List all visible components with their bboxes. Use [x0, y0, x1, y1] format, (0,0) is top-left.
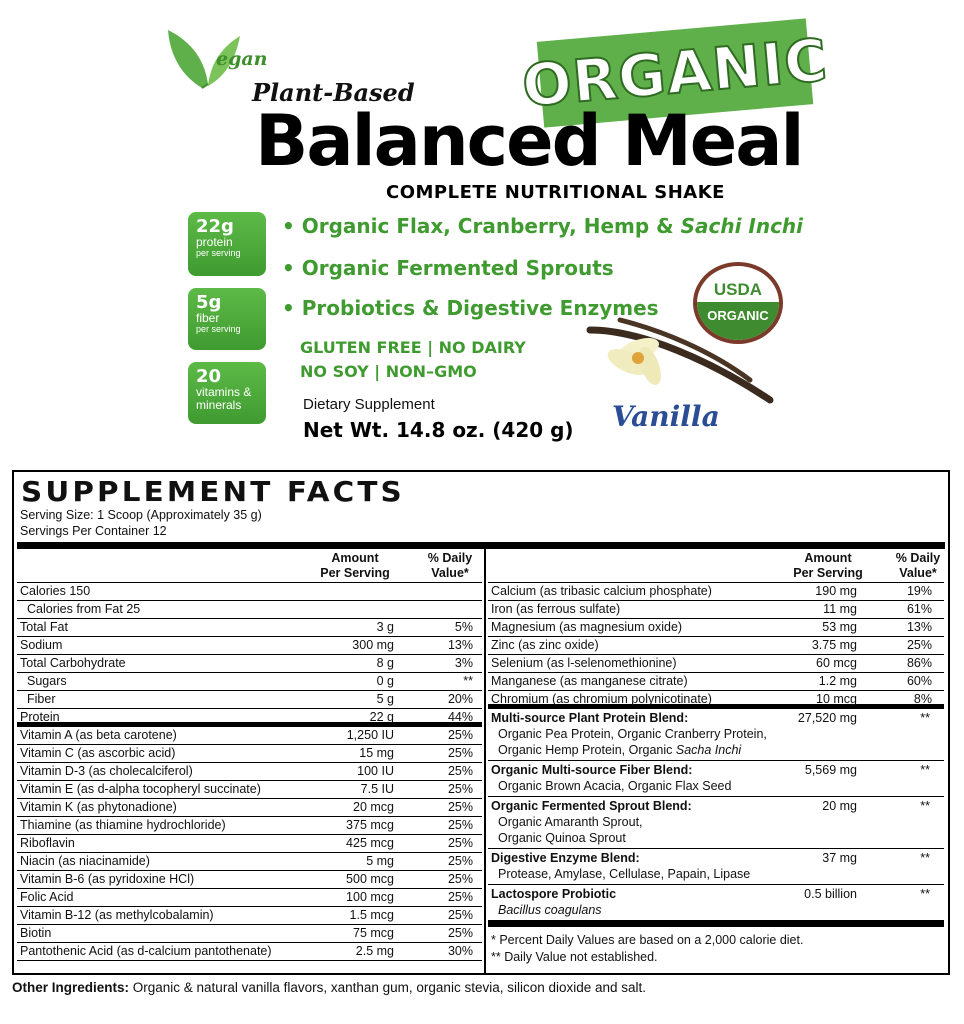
- nutrient-row: [17, 763, 482, 781]
- product-name: Balanced Meal: [255, 100, 803, 182]
- protein-badge: [188, 212, 266, 276]
- fiber-badge: [188, 288, 266, 350]
- nutrient-row: [488, 655, 944, 673]
- badge-sublabel: minerals: [196, 397, 242, 412]
- daily-value-header: % Daily Value*: [427, 551, 473, 580]
- nutrient-name: Vitamin E (as d-alpha tocopheryl succinate): [20, 782, 261, 796]
- other-ingredients-label: Other Ingredients:: [12, 980, 130, 995]
- feature-text: • Organic Fermented Sprouts: [282, 256, 614, 280]
- nutrient-daily-value: 25%: [906, 638, 932, 652]
- nutrient-amount: 11 mg: [823, 602, 857, 616]
- nutrient-row: [17, 817, 482, 835]
- blend-ingredients: [488, 726, 944, 742]
- nutrient-row: [17, 691, 482, 709]
- nutrient-daily-value: 8%: [913, 692, 932, 706]
- nutrient-amount: 1.5 mcg: [349, 908, 394, 922]
- blend-row: [488, 709, 944, 761]
- blend-daily-value: **: [920, 887, 930, 901]
- nutrient-row: [488, 601, 944, 619]
- nutrient-amount: 425 mcg: [346, 836, 394, 850]
- nutrient-amount: 100 mcg: [346, 890, 394, 904]
- nutrient-name: Folic Acid: [20, 890, 74, 904]
- nutrient-daily-value: 20%: [447, 692, 473, 706]
- nutrient-daily-value: 25%: [447, 926, 473, 940]
- nutrient-name: Zinc (as zinc oxide): [491, 638, 599, 652]
- nutrient-name: Riboflavin: [20, 836, 75, 850]
- supplement-facts-panel: [12, 470, 950, 975]
- nutrient-name: Vitamin D-3 (as cholecalciferol): [20, 764, 193, 778]
- nutrient-amount: 1,250 IU: [346, 728, 394, 742]
- nutrient-amount: 190 mg: [815, 584, 857, 598]
- left-rows: [17, 583, 482, 961]
- blend-ingredient-text: Organic Hemp Protein, Organic: [498, 743, 676, 757]
- blend-daily-value: **: [920, 799, 930, 813]
- nutrient-daily-value: 25%: [447, 800, 473, 814]
- facts-bottom-divider: [488, 921, 944, 927]
- nutrient-daily-value: 25%: [447, 872, 473, 886]
- nutrient-name: Manganese (as manganese citrate): [491, 674, 688, 688]
- serving-size: Serving Size: 1 Scoop (Approximately 35 g): [20, 508, 262, 522]
- daily-value-header: % Daily Value*: [895, 551, 941, 580]
- nutrient-amount: 0 g: [376, 674, 394, 688]
- nutrient-name: Vitamin C (as ascorbic acid): [20, 746, 176, 760]
- product-subtitle: COMPLETE NUTRITIONAL SHAKE: [386, 182, 725, 203]
- nutrient-amount: 53 mg: [822, 620, 857, 634]
- badge-sublabel: per serving: [196, 323, 241, 334]
- blend-row: [488, 761, 944, 797]
- right-rows: [488, 583, 944, 709]
- nutrient-row: [17, 583, 482, 601]
- nutrient-amount: 10 mcg: [816, 692, 857, 706]
- nutrient-row: [17, 601, 482, 619]
- servings-per-container: Servings Per Container 12: [20, 524, 167, 538]
- nutrient-name: Chromium (as chromium polynicotinate): [491, 692, 712, 706]
- nutrient-row: [17, 727, 482, 745]
- feature-bullet: [282, 214, 803, 238]
- nutrient-row: [488, 583, 944, 601]
- vitamins-badge: [188, 362, 266, 424]
- blend-daily-value: **: [920, 711, 930, 725]
- feature-bullet: [282, 256, 614, 280]
- blend-ingredient-text: Organic Pea Protein, Organic Cranberry Protein,: [498, 727, 767, 741]
- nutrient-amount: 20 mcg: [353, 800, 394, 814]
- nutrient-name: Calcium (as tribasic calcium phosphate): [491, 584, 712, 598]
- nutrient-daily-value: 13%: [447, 638, 473, 652]
- blend-ingredient-text: Organic Quinoa Sprout: [498, 831, 626, 845]
- other-ingredients: [12, 980, 646, 995]
- flavor-name: Vanilla: [612, 400, 720, 433]
- blend-ingredients: [488, 902, 944, 918]
- nutrient-amount: 375 mcg: [346, 818, 394, 832]
- blend-amount: 0.5 billion: [804, 887, 857, 901]
- nutrient-amount: 22 g: [369, 710, 394, 724]
- blend-ingredient-text: Protease, Amylase, Cellulase, Papain, Lipase: [498, 867, 751, 881]
- nutrient-row: [17, 619, 482, 637]
- usda-seal-top: USDA: [713, 280, 763, 299]
- nutrient-amount: 3.75 mg: [811, 638, 857, 652]
- nutrient-name: Magnesium (as magnesium oxide): [491, 620, 683, 634]
- nutrient-name: Niacin (as niacinamide): [20, 854, 150, 868]
- blend-daily-value: **: [920, 763, 930, 777]
- blend-row: [488, 885, 944, 921]
- nutrient-name: Calories from Fat 25: [27, 602, 141, 616]
- nutrient-daily-value: 25%: [447, 782, 473, 796]
- nutrient-daily-value: 25%: [447, 764, 473, 778]
- nutrient-name: Selenium (as l-selenomethionine): [491, 656, 677, 670]
- blend-row: [488, 797, 944, 849]
- organic-stamp-text: ORGANIC: [519, 25, 831, 121]
- nutrient-daily-value: **: [463, 674, 473, 688]
- nutrient-amount: 75 mcg: [353, 926, 394, 940]
- nutrient-name: Thiamine (as thiamine hydrochloride): [20, 818, 226, 832]
- blends: [488, 709, 944, 921]
- nutrient-name: Total Fat: [20, 620, 68, 634]
- nutrient-name: Pantothenic Acid (as d-calcium pantothenate): [20, 944, 272, 958]
- nutrient-name: Fiber: [27, 692, 56, 706]
- nutrient-amount: 500 mcg: [346, 872, 394, 886]
- amount-header: Amount Per Serving: [320, 551, 390, 580]
- nutrient-row: [488, 619, 944, 637]
- nutrient-daily-value: 25%: [447, 836, 473, 850]
- feature-text: • Probiotics & Digestive Enzymes: [282, 296, 659, 320]
- nutrient-name: Vitamin A (as beta carotene): [20, 728, 177, 742]
- nutrient-name: Vitamin B-6 (as pyridoxine HCl): [20, 872, 195, 886]
- nutrient-amount: 5 mg: [366, 854, 394, 868]
- nutrient-amount: 5 g: [376, 692, 394, 706]
- nutrient-name: Vitamin K (as phytonadione): [20, 800, 177, 814]
- nutrient-amount: 15 mg: [359, 746, 394, 760]
- plant-based-text: Plant-Based: [252, 78, 415, 107]
- nutrient-daily-value: 30%: [447, 944, 473, 958]
- blend-ingredients: [488, 814, 944, 830]
- blend-amount: 20 mg: [822, 799, 857, 813]
- dietary-supplement-text: Dietary Supplement: [303, 396, 435, 413]
- nutrient-row: [17, 655, 482, 673]
- usda-organic-seal: [693, 262, 783, 344]
- nutrient-daily-value: 19%: [906, 584, 932, 598]
- nutrient-daily-value: 5%: [454, 620, 473, 634]
- nutrient-name: Vitamin B-12 (as methylcobalamin): [20, 908, 214, 922]
- blend-ingredients: [488, 778, 944, 794]
- allergen-line: GLUTEN FREE | NO DAIRY: [300, 338, 526, 357]
- nutrient-name: Biotin: [20, 926, 52, 940]
- facts-right-column: [488, 549, 944, 966]
- allergen-line: NO SOY | NON–GMO: [300, 362, 477, 381]
- nutrient-row: [17, 853, 482, 871]
- blend-ingredient-italic: Bacillus coagulans: [498, 903, 602, 917]
- nutrient-name: Protein: [20, 710, 60, 724]
- column-divider: [484, 549, 486, 973]
- nutrient-daily-value: 25%: [447, 728, 473, 742]
- nutrient-amount: 60 mcg: [816, 656, 857, 670]
- nutrient-daily-value: 25%: [447, 854, 473, 868]
- nutrient-daily-value: 61%: [906, 602, 932, 616]
- blend-ingredient-text: Organic Brown Acacia, Organic Flax Seed: [498, 779, 732, 793]
- badge-label: fiber: [196, 311, 220, 325]
- nutrient-name: Sodium: [20, 638, 63, 652]
- facts-title: SUPPLEMENT FACTS: [21, 475, 405, 508]
- nutrient-daily-value: 13%: [906, 620, 932, 634]
- nutrient-name: Sugars: [27, 674, 67, 688]
- nutrient-row: [488, 637, 944, 655]
- column-header: [488, 549, 944, 583]
- nutrient-row: [17, 673, 482, 691]
- nutrient-row: [17, 781, 482, 799]
- nutrient-amount: 100 IU: [357, 764, 394, 778]
- blend-amount: 5,569 mg: [804, 763, 857, 777]
- blend-amount: 37 mg: [822, 851, 857, 865]
- blend-daily-value: **: [920, 851, 930, 865]
- feature-text: • Organic Flax, Cranberry, Hemp &: [282, 214, 681, 238]
- nutrient-daily-value: 25%: [447, 908, 473, 922]
- nutrient-name: Total Carbohydrate: [20, 656, 126, 670]
- nutrient-row: [488, 673, 944, 691]
- nutrient-row: [17, 907, 482, 925]
- nutrient-amount: 300 mg: [352, 638, 394, 652]
- nutrient-row: [17, 799, 482, 817]
- facts-top-divider: [17, 542, 945, 549]
- nutrient-row: [17, 709, 482, 727]
- feature-text-italic: Sachi Inchi: [680, 214, 804, 238]
- badge-value: 22g: [196, 216, 234, 237]
- nutrient-amount: 2.5 mg: [355, 944, 394, 958]
- nutrient-row: [488, 691, 944, 709]
- nutrient-amount: 3 g: [376, 620, 394, 634]
- amount-header: Amount Per Serving: [793, 551, 863, 580]
- nutrient-daily-value: 86%: [906, 656, 932, 670]
- facts-left-column: [17, 549, 482, 961]
- blend-ingredient-italic: Sacha Inchi: [675, 743, 742, 757]
- nutrient-amount: 8 g: [376, 656, 394, 670]
- nutrient-row: [17, 943, 482, 961]
- blend-ingredients: [488, 866, 944, 882]
- blend-name: Organic Fermented Sprout Blend:: [491, 799, 692, 813]
- nutrient-daily-value: 44%: [447, 710, 473, 724]
- blend-name: Digestive Enzyme Blend:: [491, 851, 640, 865]
- vegan-wordmark: egan: [216, 48, 268, 70]
- nutrient-row: [17, 745, 482, 763]
- badge-value: 20: [196, 366, 222, 387]
- blend-amount: 27,520 mg: [797, 711, 857, 725]
- badge-sublabel: per serving: [196, 247, 241, 258]
- column-header: [17, 549, 482, 583]
- nutrient-amount: 7.5 IU: [360, 782, 394, 796]
- blend-row: [488, 849, 944, 885]
- nutrient-name: Iron (as ferrous sulfate): [491, 602, 621, 616]
- badge-label: protein: [196, 235, 233, 249]
- blend-ingredients: [488, 830, 944, 846]
- nutrient-row: [17, 889, 482, 907]
- nutrient-name: Calories 150: [20, 584, 91, 598]
- nutrient-row: [17, 835, 482, 853]
- nutrient-row: [17, 925, 482, 943]
- blend-name: Organic Multi-source Fiber Blend:: [491, 763, 693, 777]
- nutrient-daily-value: 25%: [447, 890, 473, 904]
- footnote: ** Daily Value not established.: [491, 950, 658, 964]
- other-ingredients-text: Organic & natural vanilla flavors, xanthan gum, organic stevia, silicon dioxide and salt.: [129, 980, 647, 995]
- badge-label: vitamins &: [196, 385, 252, 399]
- blend-ingredient-text: Organic Amaranth Sprout,: [498, 815, 643, 829]
- usda-seal-bottom: ORGANIC: [697, 302, 779, 340]
- nutrient-row: [17, 637, 482, 655]
- net-weight: Net Wt. 14.8 oz. (420 g): [303, 418, 574, 442]
- nutrient-daily-value: 25%: [447, 818, 473, 832]
- nutrient-daily-value: 25%: [447, 746, 473, 760]
- nutrient-daily-value: 3%: [454, 656, 473, 670]
- badge-value: 5g: [196, 292, 222, 313]
- nutrient-daily-value: 60%: [906, 674, 932, 688]
- footnote: * Percent Daily Values are based on a 2,000 calorie diet.: [491, 933, 804, 947]
- nutrient-amount: 1.2 mg: [818, 674, 857, 688]
- blend-ingredients: [488, 742, 944, 758]
- blend-name: Lactospore Probiotic: [491, 887, 617, 901]
- nutrient-row: [17, 871, 482, 889]
- blend-name: Multi-source Plant Protein Blend:: [491, 711, 689, 725]
